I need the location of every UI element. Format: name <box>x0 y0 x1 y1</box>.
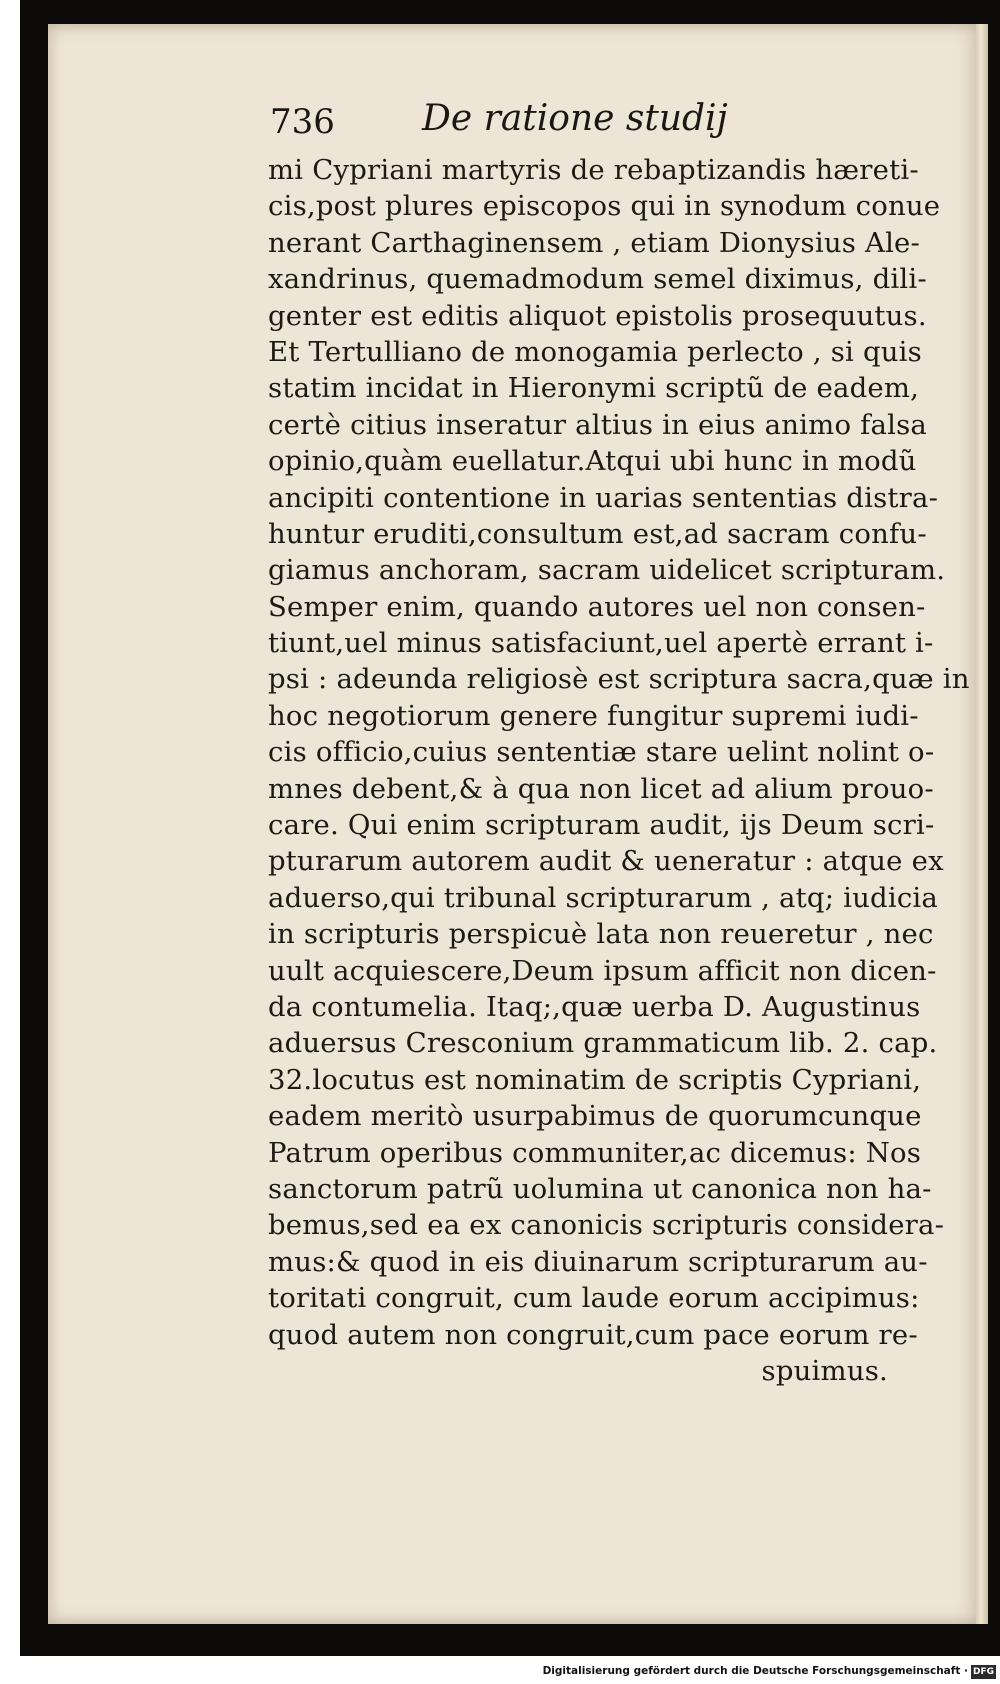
text-line: giamus anchoram, sacram uidelicet scripturam. <box>268 554 946 587</box>
text-line: huntur eruditi,consultum est,ad sacram confu- <box>268 517 927 550</box>
text-line: ancipiti contentione in uarias sententias distra- <box>268 481 939 514</box>
text-line: care. Qui enim scripturam audit, ijs Deum scri- <box>268 809 935 842</box>
text-line: mi Cypriani martyris de rebaptizandis hæreti- <box>268 154 919 186</box>
running-head <box>270 92 770 152</box>
text-line: statim incidat in Hieronymi scriptũ de eadem, <box>268 372 920 405</box>
page-edge <box>976 24 988 1624</box>
text-line: cis officio,cuius sententiæ stare uelint nolint o- <box>268 736 935 769</box>
text-line: mnes debent,& à qua non licet ad alium prouo- <box>268 772 934 805</box>
text-line: certè citius inseratur altius in eius animo falsa <box>268 408 928 441</box>
text-line: Et Tertulliano de monogamia perlecto , si quis <box>268 335 922 368</box>
body-text <box>268 152 970 1389</box>
text-line: in scripturis perspicuè lata non reueretur , nec <box>268 918 934 951</box>
text-line: aduerso,qui tribunal scripturarum , atq; iudicia <box>268 881 939 914</box>
text-line: quod autem non congruit,cum pace eorum re- <box>268 1318 918 1351</box>
running-title: De ratione studij <box>422 98 728 139</box>
text-line: genter est editis aliquot epistolis prosequutus. <box>268 299 927 332</box>
text-line: Semper enim, quando autores uel non consen- <box>268 590 926 623</box>
page-number: 736 <box>270 102 335 142</box>
text-line: cis,post plures episcopos qui in synodum conue <box>268 190 941 223</box>
text-line: opinio,quàm euellatur.Atqui ubi hunc in modũ <box>268 445 917 478</box>
text-line-last: spuimus. <box>761 1354 888 1387</box>
text-line: pturarum autorem audit & ueneratur : atque ex <box>268 845 944 878</box>
text-line: nerant Carthaginensem , etiam Dionysius Ale- <box>268 226 921 259</box>
text-line: hoc negotiorum genere fungitur supremi iudi- <box>268 699 919 732</box>
text-line: 32.locutus est nominatim de scriptis Cypriani, <box>268 1063 922 1096</box>
text-line: eadem meritò usurpabimus de quorumcunque <box>268 1100 922 1133</box>
text-line: tiunt,uel minus satisfaciunt,uel apertè errant i- <box>268 627 934 660</box>
dfg-logo: DFG <box>972 1667 994 1677</box>
text-line: sanctorum patrũ uolumina ut canonica non ha- <box>268 1172 932 1205</box>
text-line: psi : adeunda religiosè est scriptura sacra,quæ in <box>268 663 970 696</box>
text-line: xandrinus, quemadmodum semel diximus, dili- <box>268 263 927 296</box>
text-line: Patrum operibus communiter,ac dicemus: Nos <box>268 1136 922 1169</box>
text-line: da contumelia. Itaq;,quæ uerba D. Augustinus <box>268 990 921 1023</box>
footer <box>0 1664 1000 1684</box>
footer-credit: Digitalisierung gefördert durch die Deutsche Forschungsgemeinschaft · <box>542 1665 968 1677</box>
text-line: bemus,sed ea ex canonicis scripturis considera- <box>268 1209 945 1242</box>
text-line: uult acquiescere,Deum ipsum afficit non dicen- <box>268 954 937 987</box>
text-line: aduersus Cresconium grammaticum lib. 2. cap. <box>268 1027 938 1060</box>
text-line: toritati congruit, cum laude eorum accipimus: <box>268 1282 920 1315</box>
text-line: mus:& quod in eis diuinarum scripturarum au- <box>268 1245 928 1278</box>
